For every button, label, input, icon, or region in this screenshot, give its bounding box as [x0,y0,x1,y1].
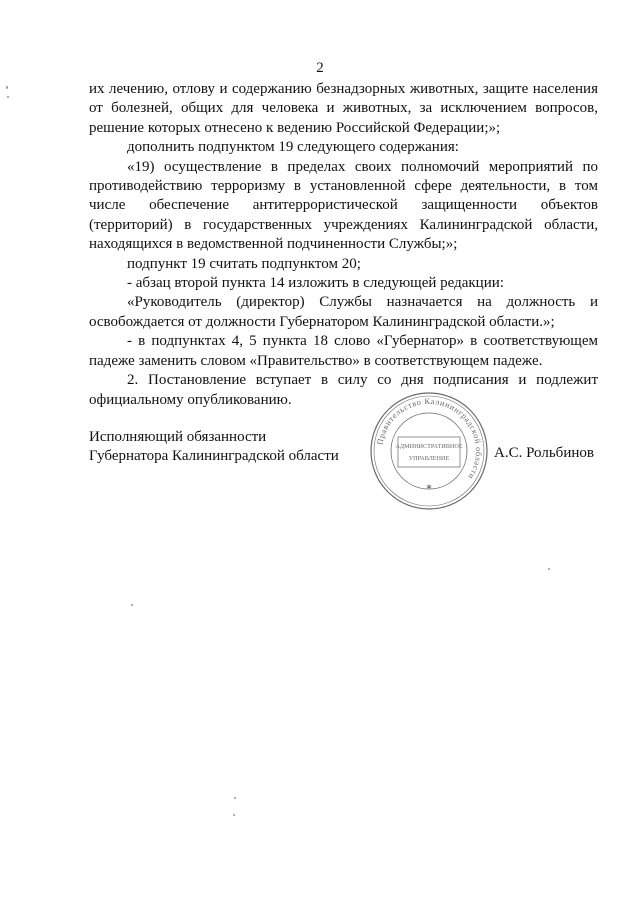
official-seal [368,390,490,512]
signatory-line-2: Губернатора Калининградской области [89,448,339,464]
signatory-line-1: Исполняющий обязанности [89,429,267,445]
seal-inner-ring [391,413,467,489]
seal-ring-text: Правительство Калининградской области [375,396,484,482]
paragraph: их лечению, отлову и содержанию безнадзорных животных, защите населения от болезней, общих для человека и животных, за исключением вопросов, решение которых отнесено к ведению Российской Федерации;»; [89,81,598,136]
scan-artifact [131,604,133,606]
seal-center-box [398,437,460,467]
scan-artifact [548,568,550,570]
scan-artifact [7,96,9,98]
signer-name: А.С. Рольбинов [494,445,594,461]
paragraph: «Руководитель (директор) Службы назначается на должность и освобождается от должности Губернатором Калининградской области.»; [89,294,598,330]
seal-center-line-1: АДМИНИСТРАТИВНОЕ [395,443,463,450]
page-number: 2 [316,60,324,76]
scan-artifact [234,797,236,799]
seal-center-line-2: УПРАВЛЕНИЕ [408,455,450,462]
paragraph: «19) осуществление в пределах своих полномочий мероприятий по противодействию терроризму в установленной сфере деятельности, в том числе обеспечение антитеррористической защищенности объектов (территорий) в государственных учреждениях Калининградской области, находящихся в ведомственной подчиненности Службы;»; [89,158,598,253]
document-body [89,80,598,410]
signatory-title [89,428,339,466]
paragraph: подпункт 19 считать подпунктом 20; [127,255,361,272]
paragraph: - в подпунктах 4, 5 пункта 18 слово «Губернатор» в соответствующем падеже заменить словом «Правительство» в соответствующем падеже. [89,333,598,369]
paragraph: - абзац второй пункта 14 изложить в следующей редакции: [127,275,504,292]
scan-artifact [233,814,235,816]
paragraph: дополнить подпунктом 19 следующего содержания: [127,139,459,156]
paragraph: 2. Постановление вступает в силу со дня подписания и подлежит официальному опубликованию. [89,372,598,408]
scan-artifact [6,86,8,89]
seal-star-icon: ✶ [425,482,433,492]
